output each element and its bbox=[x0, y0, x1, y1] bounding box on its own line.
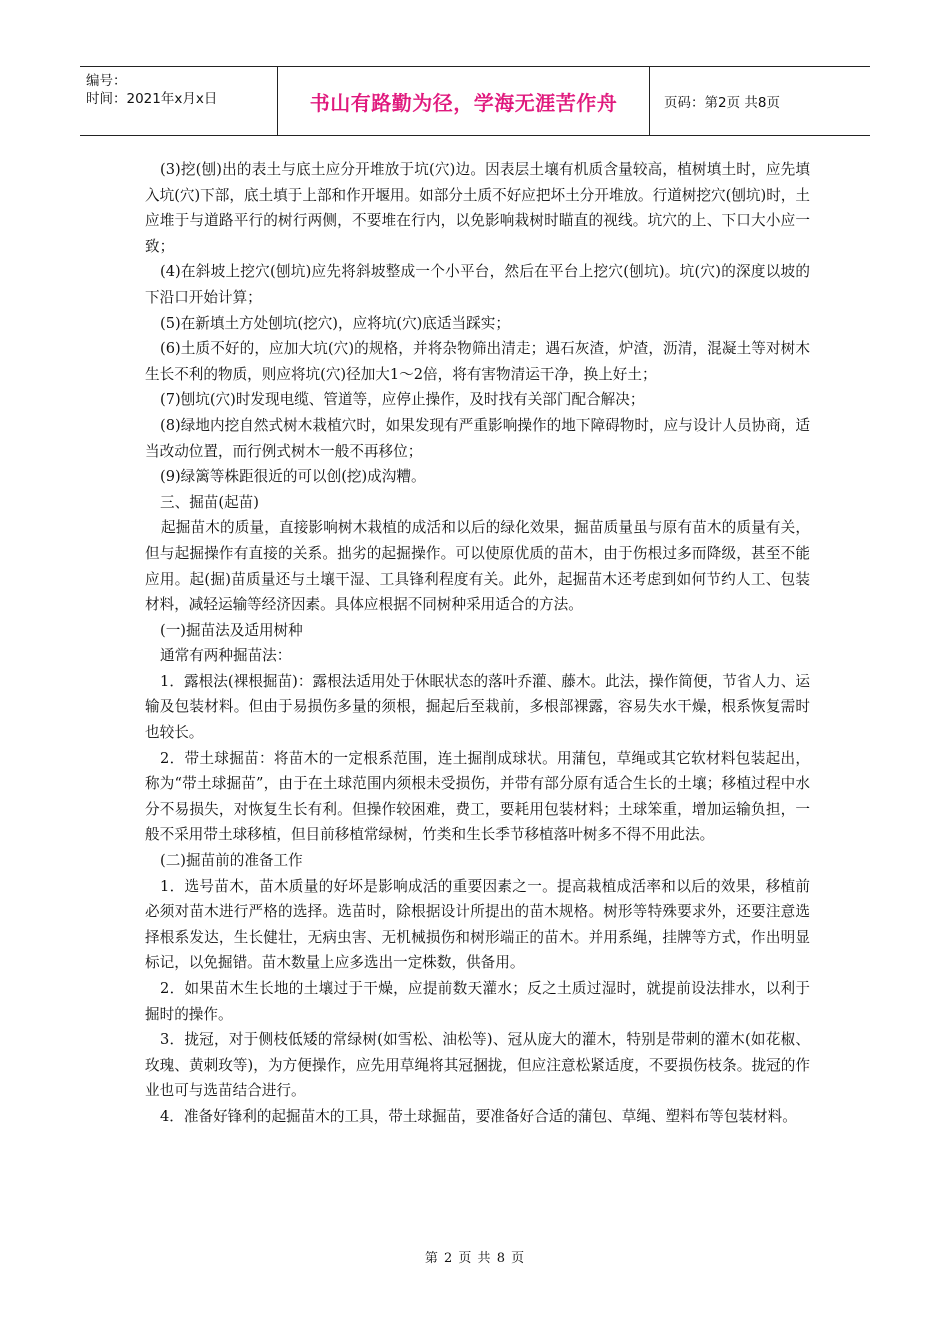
paragraph-methods-intro: 通常有两种掘苗法： bbox=[160, 647, 292, 665]
paragraph-item-4: (4)在斜坡上挖穴(刨坑)应先将斜坡整成一个小平台，然后在平台上挖穴(刨坑)。坑(穴)的深度以坡的下沿口开始计算； bbox=[145, 263, 810, 306]
subsection-heading-1: (一)掘苗法及适用树种 bbox=[160, 621, 303, 639]
paragraph-method-1: 1．露根法(裸根掘苗)：露根法适用处于休眠状态的落叶乔灌、藤木。此法，操作简便，节省人力、运输及包装材料。但由于易损伤多量的须根，掘起后至栽前，多根部裸露，容易失水干燥，根系恢复需时也较长。 bbox=[145, 672, 810, 742]
paragraph-item-8: (8)绿地内挖自然式树木栽植穴时，如果发现有严重影响操作的地下障碍物时，应与设计人员协商，适当改动位置，而行例式树木一般不再移位； bbox=[145, 416, 810, 460]
paragraph-item-6: (6)土质不好的，应加大坑(穴)的规格，并将杂物筛出清走；遇石灰渣，炉渣，沥清，混凝土等对树木生长不利的物质，则应将坑(穴)径加大1～2倍，将有害物清运干净，换上好土； bbox=[145, 340, 810, 383]
section-heading-3: 三、掘苗(起苗) bbox=[160, 493, 259, 511]
paragraph-prep-2: 2．如果苗木生长地的土壤过于干燥，应提前数天灌水；反之土质过湿时，就提前设法排水，以利于掘时的操作。 bbox=[145, 980, 810, 1023]
paragraph-intro: 起掘苗木的质量，直接影响树木栽植的成活和以后的绿化效果，掘苗质量虽与原有苗木的质量有关，但与起掘操作有直接的关系。拙劣的起掘操作。可以使原优质的苗木，由于伤根过多而降级，甚至不能应用。起(掘)苗质量还与土壤干湿、工具锋利程度有关。此外，起掘苗木还考虑到如何节约人工、包装材料，减轻运输等经济因素。具体应根据不同树种采用适合的方法。 bbox=[145, 519, 810, 614]
page-footer: 第 2 页 共 8 页 bbox=[424, 1251, 526, 1266]
number-label: 编号： bbox=[86, 73, 127, 89]
paragraph-prep-1: 1．选号苗木，苗木质量的好坏是影响成活的重要因素之一。提高栽植成活率和以后的效果，移植前必须对苗木进行严格的选择。选苗时，除根据设计所提出的苗木规格。树形等特殊要求外，还要注意选择根系发达，生长健壮，无病虫害、无机械损伤和树形端正的苗木。并用系绳，挂牌等方式，作出明显标记，以免掘错。苗木数量上应多选出一定株数，供备用。 bbox=[145, 877, 810, 972]
header-page-info: 页码：第2页 共8页 bbox=[664, 95, 780, 111]
page-header bbox=[80, 66, 870, 136]
paragraph-item-9: (9)绿篱等株距很近的可以创(挖)成沟糟。 bbox=[160, 468, 426, 486]
paragraph-prep-3: 3．拢冠，对于侧枝低矮的常绿树(如雪松、油松等)、冠从庞大的灌木，特别是带刺的灌木(如花椒、玫瑰、黄刺玫等)，为方便操作，应先用草绳将其冠捆拢，但应注意松紧适度，不要损伤枝条。拢冠的作业也可与选苗结合进行。 bbox=[145, 1031, 810, 1100]
paragraph-item-5: (5)在新填土方处刨坑(挖穴)，应将坑(穴)底适当踩实； bbox=[160, 314, 510, 332]
subsection-heading-2: (二)掘苗前的准备工作 bbox=[160, 852, 303, 870]
date-label: 时间：2021年x月x日 bbox=[86, 91, 218, 107]
document-body bbox=[145, 157, 810, 1130]
paragraph-method-2: 2．带土球掘苗：将苗木的一定根系范围，连土掘削成球状。用蒲包，草绳或其它软材料包装起出，称为“带土球掘苗”，由于在土球范围内须根未受损伤，并带有部分原有适合生长的土壤；移植过程中水分不易损失，对恢复生长有利。但操作较困难，费工，要耗用包装材料；土球笨重，增加运输负担，一般不采用带土球移植，但目前移植常绿树，竹类和生长季节移植落叶树多不得不用此法。 bbox=[145, 749, 810, 844]
paragraph-item-7: (7)刨坑(穴)时发现电缆、管道等，应停止操作，及时找有关部门配合解决； bbox=[160, 391, 645, 409]
paragraph-prep-4: 4．准备好锋利的起掘苗木的工具，带土球掘苗，要准备好合适的蒲包、草绳、塑料布等包装材料。 bbox=[160, 1107, 797, 1125]
header-meta bbox=[80, 67, 278, 135]
header-motto: 书山有路勤为径，学海无涯苦作舟 bbox=[278, 67, 650, 135]
paragraph-item-3: (3)挖(刨)出的表土与底土应分开堆放于坑(穴)边。因表层土壤有机质含量较高，植树填土时，应先填入坑(穴)下部，底土填于上部和作开堰用。如部分土质不好应把坏土分开堆放。行道树挖穴(刨坑)时，土应堆于与道路平行的树行两侧，不要堆在行内，以免影响栽树时瞄直的视线。坑穴的上、下口大小应一致； bbox=[145, 161, 810, 255]
